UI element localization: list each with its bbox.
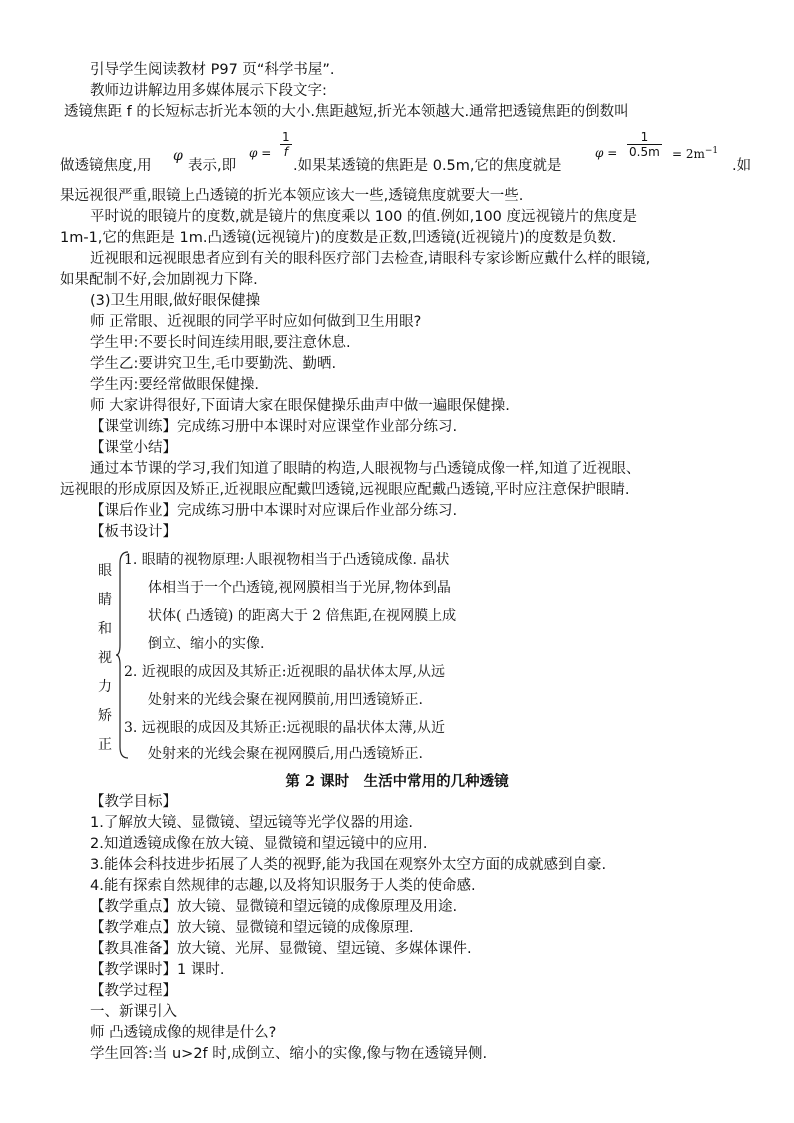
equation2-exponent: −1 [704, 146, 719, 156]
board-side-char: 视 [98, 650, 112, 666]
text-line: 【教学难点】放大镜、显微镜和望远镜的成像原理. [90, 920, 414, 936]
list-item: 1.了解放大镜、显微镜、望远镜等光学仪器的用途. [90, 815, 413, 831]
board-line: 倒立、缩小的实像. [148, 636, 265, 652]
text-line: 远视眼的形成原因及矫正,近视眼应配戴凹透镜,远视眼应配戴凸透镜,平时应注意保护眼睛. [60, 482, 630, 498]
text-line: 1m-1,它的焦距是 1m.凸透镜(远视镜片)的度数是正数,凹透镜(近视镜片)的度数是负数. [60, 230, 617, 246]
board-line: 2. 近视眼的成因及其矫正:近视眼的晶状体太厚,从远 [124, 664, 445, 680]
text-line: 平时说的眼镜片的度数,就是镜片的焦度乘以 100 的值.例如,100 度远视镜片的焦度是 [90, 209, 638, 225]
board-line: 1. 眼睛的视物原理:人眼视物相当于凸透镜成像. 晶状 [124, 552, 450, 568]
equation2-fraction [627, 130, 662, 159]
equation1-lhs: φ = [249, 146, 272, 160]
equation2-rhs-value: = 2m [672, 147, 705, 161]
equation2-numerator: 1 [640, 130, 649, 144]
board-line: 3. 远视眼的成因及其矫正:远视眼的晶状体太薄,从近 [124, 720, 445, 736]
text-line: 师 大家讲得很好,下面请大家在眼保健操乐曲声中做一遍眼保健操. [90, 398, 510, 414]
text-line: 师 凸透镜成像的规律是什么? [90, 1025, 277, 1041]
sentence-mid1: 表示,即 [188, 158, 237, 174]
board-side-char: 和 [98, 621, 112, 637]
text-line: 师 正常眼、近视眼的同学平时应如何做到卫生用眼? [90, 314, 422, 330]
equation1-denominator: f [280, 144, 292, 159]
subsection-heading: (3)卫生用眼,做好眼保健操 [90, 293, 261, 309]
text-line: 近视眼和远视眼患者应到有关的眼科医疗部门去检查,请眼科专家诊断应戴什么样的眼镜, [90, 251, 651, 267]
board-side-char: 睛 [98, 592, 112, 608]
text-line: 学生甲:不要长时间连续用眼,要注意休息. [90, 335, 351, 351]
section-heading: 【教学目标】 [90, 794, 177, 810]
equation2-rhs [672, 146, 718, 161]
section-heading: 【板书设计】 [90, 524, 177, 540]
text-line: 【教学课时】1 课时. [90, 962, 225, 978]
phi-symbol: φ [173, 148, 183, 164]
text-line: 一、新课引入 [90, 1004, 177, 1020]
board-line: 处射来的光线会聚在视网膜前,用凹透镜矫正. [148, 692, 423, 708]
text-line: 学生乙:要讲究卫生,毛巾要勤洗、勤晒. [90, 356, 337, 372]
text-line: 通过本节课的学习,我们知道了眼睛的构造,人眼视物与凸透镜成像一样,知道了近视眼、 [90, 461, 641, 477]
board-line: 处射来的光线会聚在视网膜后,用凸透镜矫正. [148, 746, 423, 762]
equation2-lhs: φ = [595, 146, 618, 160]
text-line: 学生回答:当 u>2f 时,成倒立、缩小的实像,像与物在透镜异侧. [90, 1046, 488, 1062]
board-line: 体相当于一个凸透镜,视网膜相当于光屏,物体到晶 [148, 580, 451, 596]
text-line: 果远视很严重,眼镜上凸透镜的折光本领应该大一些,透镜焦度就要大一些. [60, 188, 524, 204]
text-line: 透镜焦距 f 的长短标志折光本领的大小.焦距越短,折光本领越大.通常把透镜焦距的倒数叫 [64, 104, 629, 120]
equation1-fraction [280, 130, 292, 159]
list-item: 3.能体会科技进步拓展了人类的视野,能为我国在观察外太空方面的成就感到自豪. [90, 857, 607, 873]
list-item: 4.能有探索自然规律的志趣,以及将知识服务于人类的使命感. [90, 878, 476, 894]
board-side-char: 眼 [98, 563, 112, 579]
focal-power-sentence [60, 128, 780, 172]
equation1-numerator: 1 [282, 130, 290, 144]
text-line: 【课堂训练】完成练习册中本课时对应课堂作业部分练习. [90, 419, 458, 435]
board-design [90, 543, 550, 765]
text-line: 如果配制不好,会加剧视力下降. [60, 272, 258, 288]
equation2-denominator: 0.5m [629, 145, 660, 159]
sentence-suffix: .如 [732, 158, 752, 174]
board-side-char: 矫 [98, 708, 112, 724]
text-line: 【教具准备】放大镜、光屏、显微镜、望远镜、多媒体课件. [90, 941, 472, 957]
board-side-char: 力 [98, 679, 112, 695]
lesson-title: 第 2 课时 生活中常用的几种透镜 [285, 773, 509, 790]
text-line: 学生丙:要经常做眼保健操. [90, 377, 259, 393]
text-line: 【课后作业】完成练习册中本课时对应课后作业部分练习. [90, 503, 458, 519]
section-heading: 【课堂小结】 [90, 440, 177, 456]
board-side-label [98, 557, 114, 760]
text-line: 引导学生阅读教材 P97 页“科学书屋”. [90, 62, 335, 78]
sentence-prefix: 做透镜焦度,用 [60, 158, 152, 174]
sentence-mid2: .如果某透镜的焦距是 0.5m,它的焦度就是 [293, 158, 562, 174]
list-item: 2.知道透镜成像在放大镜、显微镜和望远镜中的应用. [90, 836, 428, 852]
section-heading: 【教学过程】 [90, 983, 177, 999]
board-line: 状体( 凸透镜) 的距离大于 2 倍焦距,在视网膜上成 [148, 608, 457, 624]
text-line: 教师边讲解边用多媒体展示下段文字: [90, 83, 327, 99]
text-line: 【教学重点】放大镜、显微镜和望远镜的成像原理及用途. [90, 899, 458, 915]
board-side-char: 正 [98, 737, 112, 753]
